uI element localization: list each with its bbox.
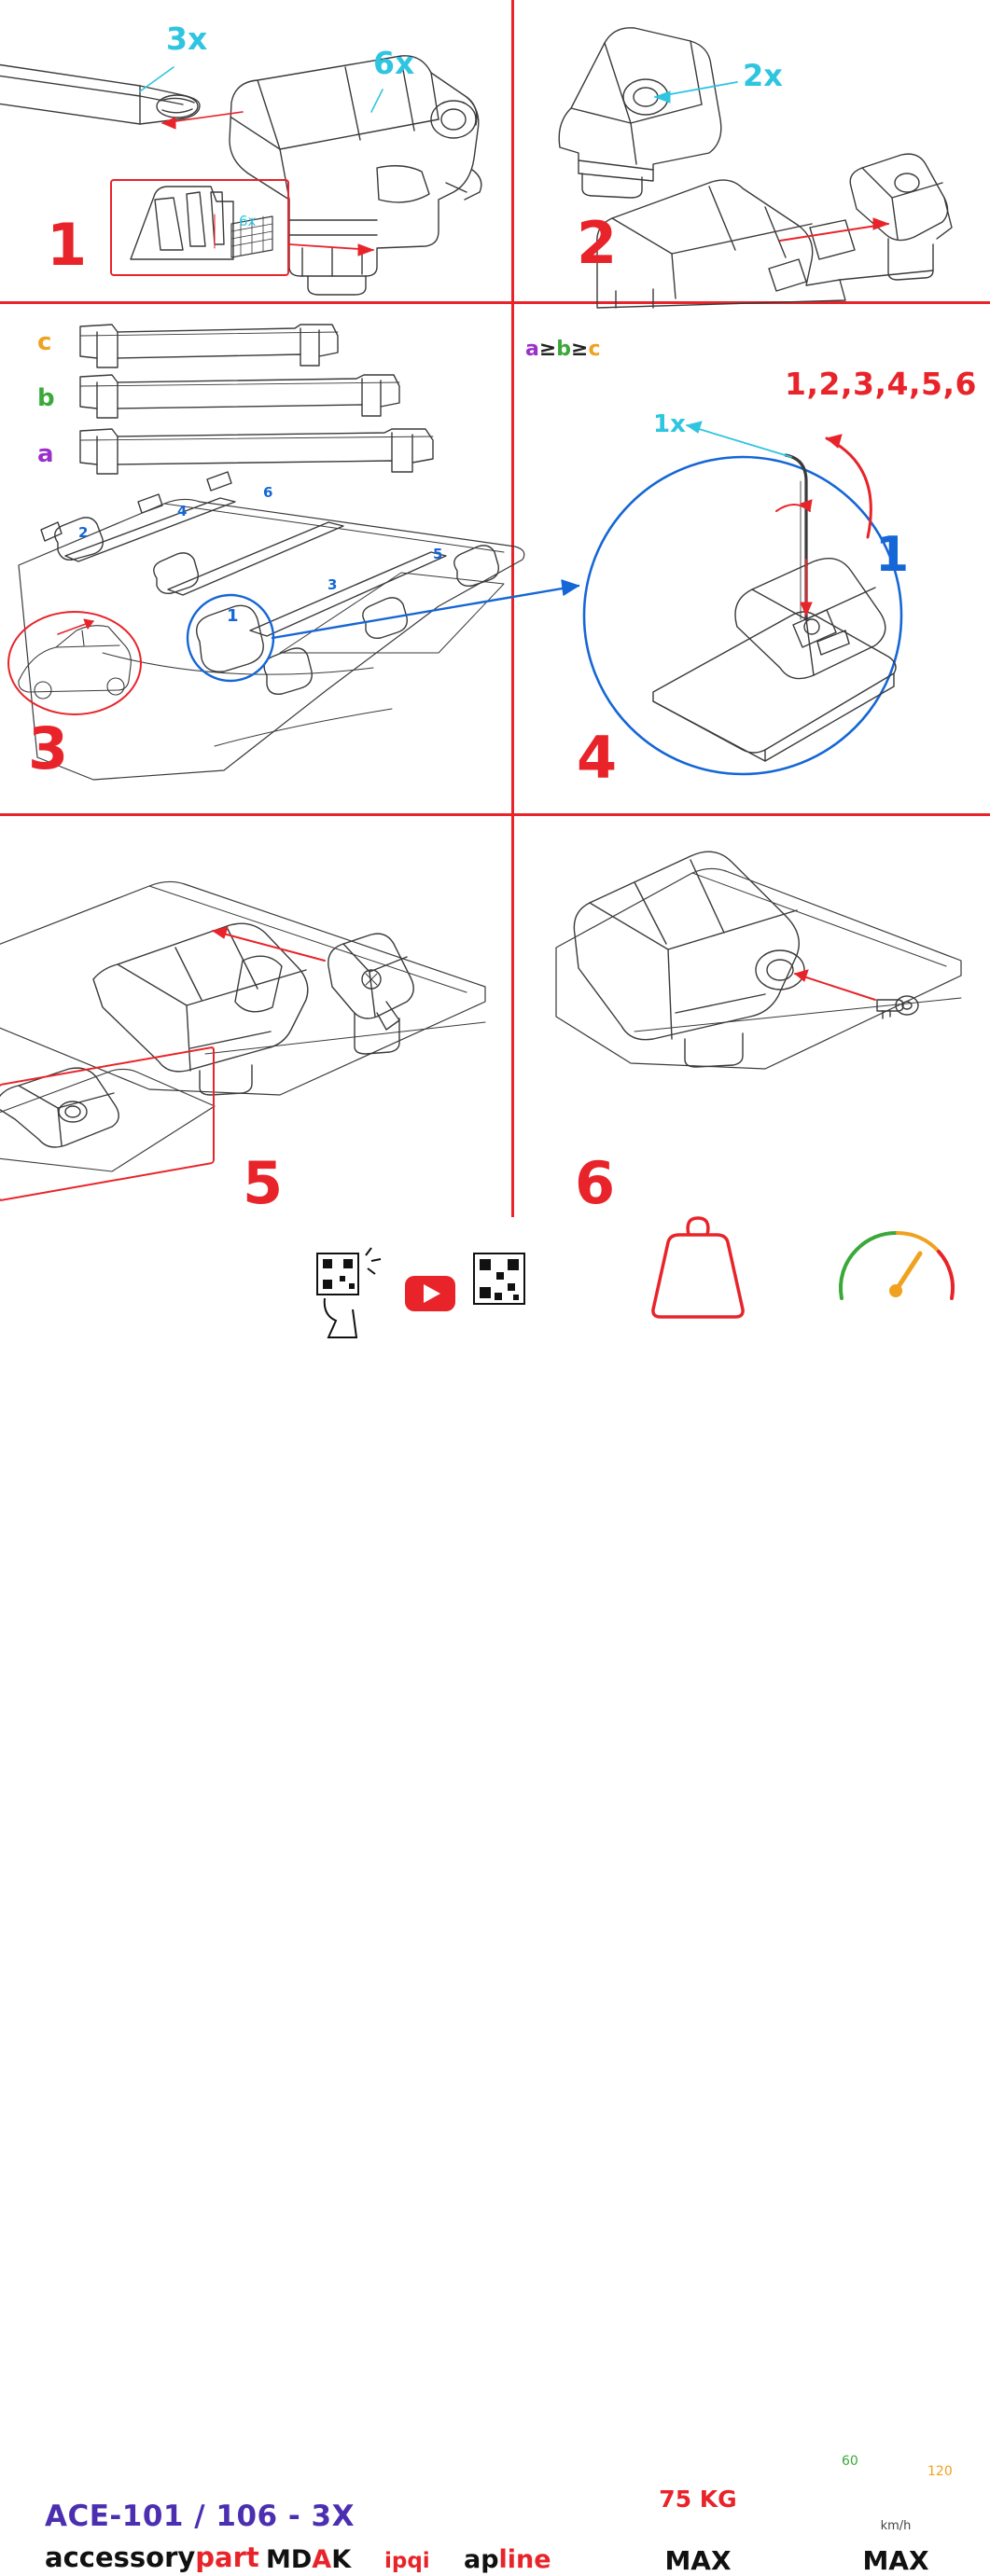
step-number-5: 5: [243, 1149, 284, 1217]
divider-row-2: [0, 813, 990, 816]
step-number-3: 3: [28, 714, 69, 782]
max-load-value: 75 KG: [659, 2486, 737, 2513]
divider-col-2: [511, 304, 514, 813]
speed-tick-120: 120: [927, 2464, 953, 2479]
bar-letter-c: c: [37, 328, 52, 356]
brand-part: part: [195, 2541, 259, 2573]
speed-tick-60: 60: [842, 2454, 858, 2469]
roof-callout-3: 3: [328, 576, 338, 593]
rule-a: a: [525, 338, 539, 361]
step-number-4: 4: [577, 724, 618, 792]
roof-callout-2: 2: [78, 524, 89, 541]
roof-callout-5: 5: [433, 546, 443, 562]
divider-row-1: [0, 301, 990, 304]
mdak-part-2: K: [331, 2545, 352, 2574]
roof-callout-6: 6: [263, 484, 273, 501]
brand-accessory: accessory: [45, 2541, 196, 2573]
roof-callout-1: 1: [227, 606, 239, 626]
mdak-part-1: MD: [266, 2545, 313, 2574]
roof-callout-4: 4: [177, 503, 188, 519]
step-number-2: 2: [577, 209, 618, 277]
detail-inset-box: [110, 179, 289, 276]
step-number-6: 6: [575, 1149, 616, 1217]
max-load-label: MAX: [664, 2545, 732, 2576]
rule-op-1: ≥: [538, 338, 557, 361]
apline-logo: [464, 2545, 551, 2574]
model-code: ACE-101 / 106 - 3X: [45, 2500, 356, 2533]
qty-6x-label: 6x: [373, 45, 415, 81]
qty-1x-label: 1x: [653, 410, 686, 438]
qty-3x-label: 3x: [166, 21, 208, 57]
bar-letter-b: b: [37, 384, 55, 412]
mdak-part-a: A: [312, 2545, 332, 2574]
apline-part-1: ap: [464, 2545, 499, 2574]
mdak-logo: [266, 2545, 351, 2574]
speed-unit-label: km/h: [880, 2519, 912, 2533]
rule-b: b: [556, 338, 572, 361]
qty-6x-inset-label: 6x: [239, 213, 257, 229]
tightening-order-label: 1,2,3,4,5,6: [785, 366, 977, 402]
vehicle-orientation-thumbnail: [7, 611, 142, 715]
rule-op-2: ≥: [571, 338, 589, 361]
rule-c: c: [588, 338, 601, 361]
divider-col-3: [511, 816, 514, 1217]
max-speed-label: MAX: [862, 2545, 929, 2576]
step-number-1: 1: [47, 211, 88, 279]
detail-callout-1: 1: [875, 527, 910, 583]
bar-letter-a: a: [37, 440, 54, 468]
qty-2x-label: 2x: [743, 58, 783, 93]
divider-col-1: [511, 0, 514, 301]
length-rule-note: [525, 338, 601, 361]
ipqi-logo: ipqi: [384, 2549, 430, 2573]
footer: [0, 1217, 990, 2576]
brand-logo: [45, 2541, 259, 2573]
step5-detail-inset-box: [0, 1046, 215, 1202]
apline-part-2: line: [498, 2545, 551, 2574]
